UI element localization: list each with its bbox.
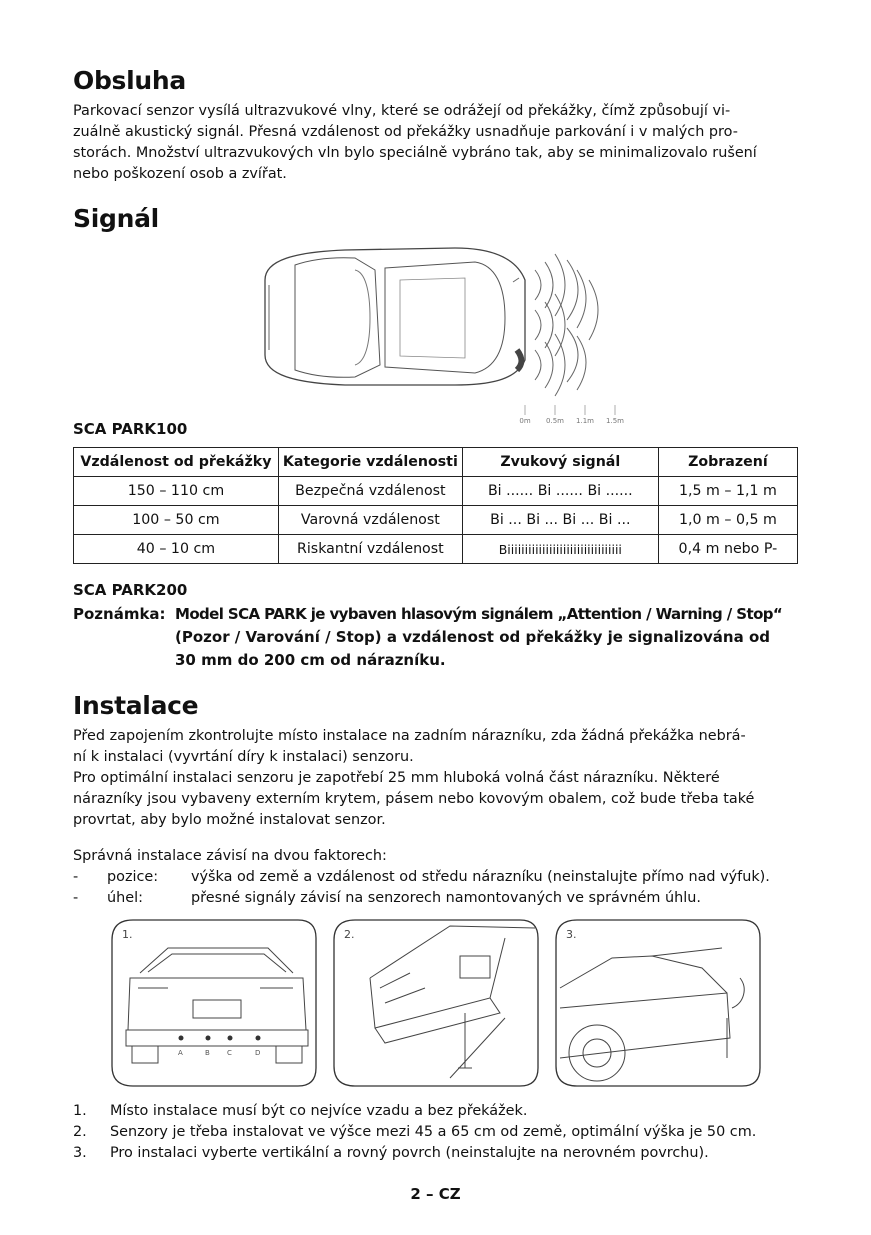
table-cell: Bi ... Bi ... Bi ... Bi ... [462, 506, 658, 535]
instalace-line: Pro optimální instalaci senzoru je zapotřebí 25 mm hluboká volná část nárazníku. Některé [73, 770, 720, 786]
table-header: Zvukový signál [462, 448, 658, 477]
install-panel-3 [552, 918, 764, 1088]
scale-label: 0.5m [546, 417, 564, 425]
sensor-label: A [178, 1049, 183, 1057]
factor-text: přesné signály závisí na senzorech namontovaných ve správném úhlu. [191, 890, 701, 906]
obsluha-line: storách. Množství ultrazvukových vln bylo speciálně vybráno tak, aby se minimalizovalo rušení [73, 145, 757, 161]
obsluha-paragraph [73, 101, 800, 185]
panel-number: 2. [344, 928, 355, 941]
car-signal-illustration [255, 240, 635, 430]
step-number: 1. [73, 1103, 87, 1119]
sensor-label: D [255, 1049, 261, 1057]
page-number: 2 – CZ [410, 1185, 461, 1203]
panel-number: 3. [566, 928, 577, 941]
table-cell: 100 – 50 cm [74, 506, 279, 535]
table-header: Vzdálenost od překážky [74, 448, 279, 477]
step-text: Senzory je třeba instalovat ve výšce mezi 45 a 65 cm od země, optimální výška je 50 cm. [110, 1124, 757, 1140]
instalace-line: Před zapojením zkontrolujte místo instalace na zadním nárazníku, zda žádná překážka nebrá- [73, 728, 746, 744]
note-label: Poznámka: [73, 605, 166, 623]
obsluha-line: zuálně akustický signál. Přesná vzdálenost od překážky usnadňuje parkování i v malých pro- [73, 124, 738, 140]
heading-obsluha: Obsluha [73, 66, 186, 95]
heading-signal: Signál [73, 204, 159, 233]
table-cell: 40 – 10 cm [74, 535, 279, 564]
bullet-dash: - [73, 869, 79, 885]
note-line: Model SCA PARK je vybaven hlasovým signálem „Attention / Warning / Stop“ [175, 605, 783, 623]
table-row [74, 506, 798, 535]
install-panel-2 [330, 918, 542, 1088]
park100-title: SCA PARK100 [73, 420, 188, 438]
step-text: Místo instalace musí být co nejvíce vzadu a bez překážek. [110, 1103, 528, 1119]
table-cell: Bezpečná vzdálenost [278, 477, 462, 506]
instalace-line: ní k instalaci (vyvrtání díry k instalaci) senzoru. [73, 749, 414, 765]
table-cell: Riskantní vzdálenost [278, 535, 462, 564]
table-row [74, 477, 798, 506]
sensor-label: B [205, 1049, 210, 1057]
park200-title: SCA PARK200 [73, 581, 188, 599]
step-number: 2. [73, 1124, 87, 1140]
table-row [74, 535, 798, 564]
scale-label: 0m [519, 417, 531, 425]
step-text: Pro instalaci vyberte vertikální a rovný povrch (neinstalujte na nerovném povrchu). [110, 1145, 709, 1161]
table-cell: 1,0 m – 0,5 m [658, 506, 797, 535]
factor-term: pozice: [107, 869, 159, 885]
table-cell: 150 – 110 cm [74, 477, 279, 506]
table-cell: Varovná vzdálenost [278, 506, 462, 535]
obsluha-line: Parkovací senzor vysílá ultrazvukové vlny, které se odrážejí od překážky, čímž způsobují vi- [73, 103, 731, 119]
table-cell: Bi ...... Bi ...... Bi ...... [462, 477, 658, 506]
install-panel-1 [108, 918, 320, 1088]
table-header-row [74, 448, 798, 477]
table-cell: Biiiiiiiiiiiiiiiiiiiiiiiiiiiiiiiii [462, 535, 658, 564]
table-cell: 1,5 m – 1,1 m [658, 477, 797, 506]
sensor-label: C [227, 1049, 232, 1057]
obsluha-line: nebo poškození osob a zvířat. [73, 166, 287, 182]
instalace-paragraph-1 [73, 726, 800, 831]
park100-table [73, 447, 798, 564]
note-line: 30 mm do 200 cm od nárazníku. [175, 651, 446, 669]
table-header: Kategorie vzdálenosti [278, 448, 462, 477]
note-line: (Pozor / Varování / Stop) a vzdálenost od překážky je signalizována od [175, 628, 770, 646]
bullet-dash: - [73, 890, 79, 906]
instalace-line: nárazníky jsou vybaveny externím krytem, pásem nebo kovovým obalem, což bude třeba také [73, 791, 755, 807]
step-number: 3. [73, 1145, 87, 1161]
factors-intro: Správná instalace závisí na dvou faktorech: [73, 848, 387, 864]
scale-label: 1.1m [576, 417, 594, 425]
heading-instalace: Instalace [73, 691, 199, 720]
panel-number: 1. [122, 928, 133, 941]
factor-term: úhel: [107, 890, 143, 906]
scale-label: 1.5m [606, 417, 624, 425]
table-cell: 0,4 m nebo P- [658, 535, 797, 564]
table-header: Zobrazení [658, 448, 797, 477]
factor-text: výška od země a vzdálenost od středu nárazníku (neinstalujte přímo nad výfuk). [191, 869, 770, 885]
note-body [175, 603, 800, 672]
instalace-line: provrtat, aby bylo možné instalovat senzor. [73, 812, 386, 828]
